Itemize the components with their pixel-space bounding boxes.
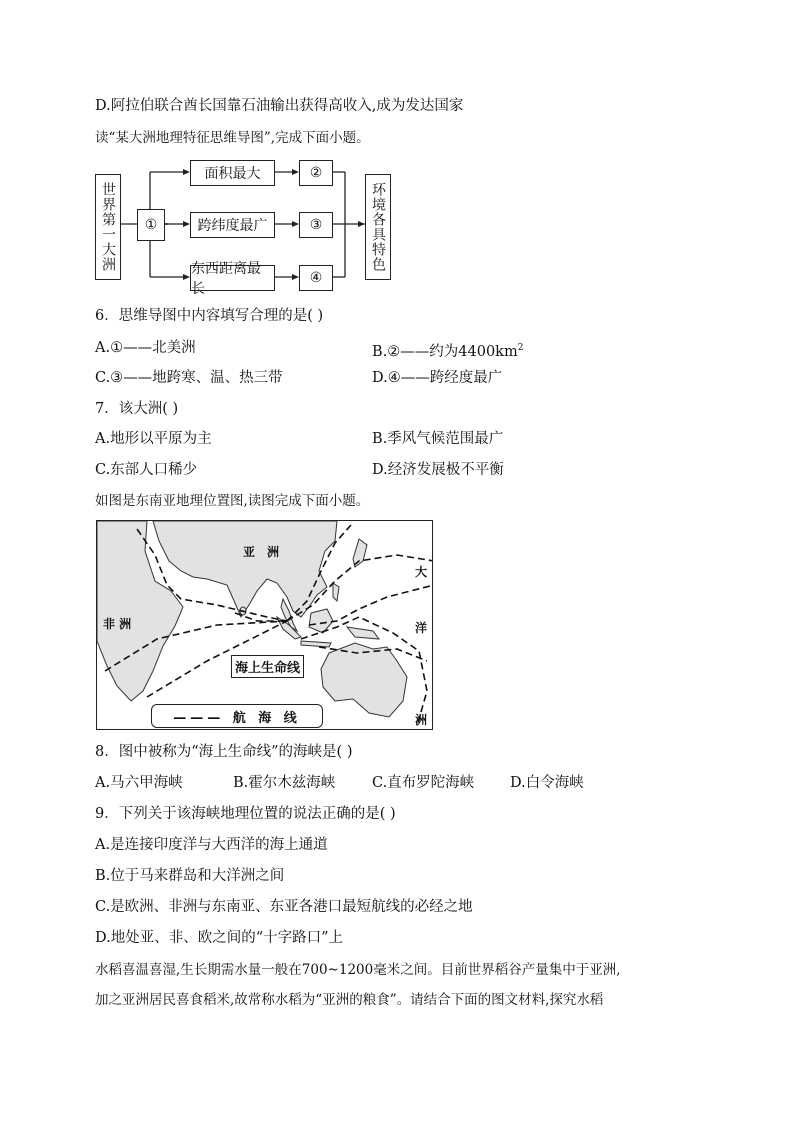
lifeline-callout: 海上生命线: [231, 655, 304, 678]
q6-option-b: B.②——约为$4400km^2$: [372, 343, 524, 360]
q8-option-d: D.白令海峡: [510, 775, 584, 791]
mindmap-trait-3: 东西距离最长: [190, 265, 275, 291]
map-intro: 如图是东南亚地理位置图,读图完成下面小题。: [95, 493, 370, 509]
map-legend: ——— 航 海 线: [151, 704, 323, 728]
q6-option-d: D.④——跨经度最广: [372, 370, 503, 386]
label-pacific-1: 大: [415, 565, 428, 579]
q8-option-c: C.直布罗陀海峡: [372, 775, 475, 791]
mindmap-result-3: ④: [299, 265, 333, 291]
continent-mindmap: [95, 152, 395, 297]
mindmap-result-1: ②: [299, 160, 333, 186]
rice-passage-line-1: 水稻喜温喜湿,生长期需水量一般在700~1200毫米之间。目前世界稻谷产量集中于亚洲,: [95, 962, 621, 978]
q9-option-d: D.地处亚、非、欧之间的“十字路口”上: [95, 930, 344, 946]
mindmap-center-box: ①: [137, 209, 165, 241]
southeast-asia-map: [96, 520, 433, 730]
q8-option-b: B.霍尔木兹海峡: [233, 775, 336, 791]
mindmap-trait-1: 面积最大: [190, 160, 275, 186]
q9-option-b: B.位于马来群岛和大洋洲之间: [95, 868, 285, 884]
label-pacific-3: 洲: [415, 713, 428, 727]
borneo-island: [309, 609, 333, 633]
label-asia: 亚 洲: [243, 545, 280, 559]
q7-stem: 7．该大洲( ): [95, 401, 179, 417]
australia-landmass: [321, 643, 407, 717]
japan-islands: [353, 539, 367, 567]
q7-option-b: B.季风气候范围最广: [372, 431, 504, 447]
mindmap-right-box: 环境各具特色: [365, 174, 391, 280]
q5-option-d: D.阿拉伯联合酋长国靠石油输出获得高收入,成为发达国家: [95, 98, 464, 114]
q6-option-a: A.①——北美洲: [95, 340, 196, 356]
q6-stem: 6．思维导图中内容填写合理的是( ): [95, 308, 324, 324]
java-island: [301, 641, 331, 647]
mindmap-result-2: ③: [299, 212, 333, 238]
label-africa: 非 洲: [103, 617, 132, 631]
q7-option-c: C.东部人口稀少: [95, 462, 198, 478]
philippines-islands: [333, 583, 339, 601]
q7-option-d: D.经济发展极不平衡: [372, 462, 504, 478]
q6-option-c: C.③——地跨寒、温、热三带: [95, 370, 283, 386]
label-pacific-2: 洋: [415, 621, 428, 635]
q7-option-a: A.地形以平原为主: [95, 431, 212, 447]
q8-stem: 8．图中被称为“海上生命线”的海峡是( ): [95, 744, 353, 760]
q9-option-a: A.是连接印度洋与大西洋的海上通道: [95, 837, 328, 853]
q8-option-a: A.马六甲海峡: [95, 775, 183, 791]
new-guinea-island: [347, 627, 379, 639]
q9-option-c: C.是欧洲、非洲与东南亚、东亚各港口最短航线的必经之地: [95, 899, 473, 915]
mindmap-intro: 读“某大洲地理特征思维导图”,完成下面小题。: [95, 130, 370, 146]
mindmap-trait-2: 跨纬度最广: [190, 212, 275, 238]
q9-stem: 9．下列关于该海峡地理位置的说法正确的是( ): [95, 806, 396, 822]
asia-landmass: [153, 521, 337, 617]
rice-passage-line-2: 加之亚洲居民喜食稻米,故常称水稻为“亚洲的粮食”。请结合下面的图文材料,探究水稻: [95, 992, 604, 1008]
mindmap-left-box: 世界第一大洲: [95, 174, 121, 280]
